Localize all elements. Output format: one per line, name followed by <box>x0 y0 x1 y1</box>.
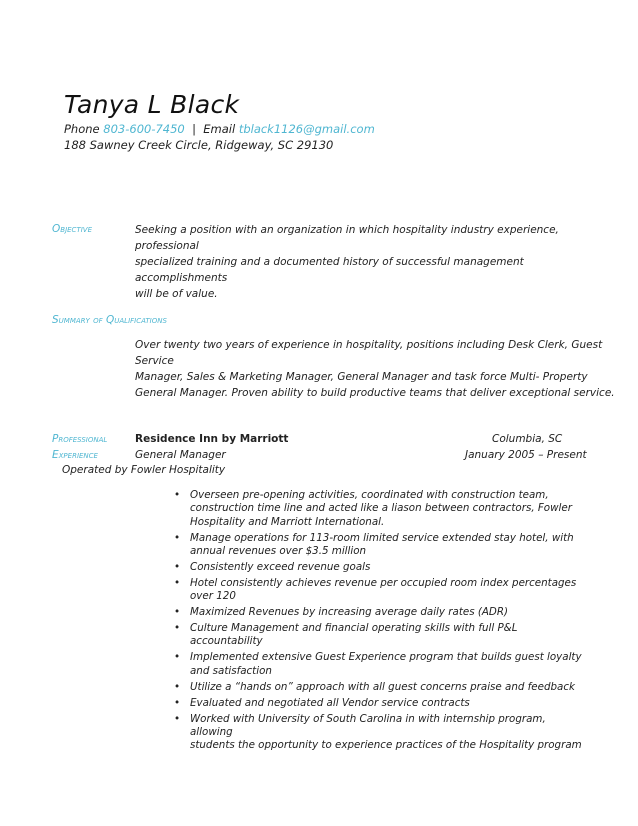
summary-line: General Manager. Proven ability to build productive teams that deliver exceptional service. <box>135 387 615 399</box>
bullet-icon: • <box>174 489 181 501</box>
bullet-icon: • <box>174 680 181 693</box>
bullet-icon: • <box>174 560 181 573</box>
bullet-icon: • <box>174 696 181 709</box>
summary-label: Summary of Qualifications <box>52 314 167 326</box>
summary-line: Over twenty two years of experience in hospitality, positions including Desk Clerk, Guest Service <box>135 339 603 367</box>
objective-line: will be of value. <box>135 288 218 300</box>
bullet-icon: • <box>174 531 181 544</box>
operator-note: Operated by Fowler Hospitality <box>62 464 226 476</box>
contact-line <box>64 121 375 137</box>
address: 188 Sawney Creek Circle, Ridgeway, SC 29130 <box>64 138 334 152</box>
list-item: • Worked with University of South Carolina in with internship program, allowing students the opportunity to experience practices of the Hospitality program <box>174 712 582 752</box>
responsibilities-list <box>174 489 584 755</box>
list-item: • Hotel consistently achieves revenue per occupied room index percentages over 120 <box>174 576 577 603</box>
phone-label: Phone <box>64 122 100 136</box>
list-item: • Manage operations for 113-room limited service extended stay hotel, with annual revenues over $3.5 million <box>174 531 574 557</box>
phone-number[interactable]: 803-600-7450 <box>103 122 185 136</box>
experience-label-1: Professional <box>52 433 108 445</box>
summary-text <box>135 337 615 401</box>
experience-label-2: Experience <box>52 449 98 461</box>
objective-line: Seeking a position with an organization in which hospitality industry experience, professional <box>135 224 559 252</box>
objective-label: Objective <box>52 223 92 235</box>
bullet-icon: • <box>174 651 181 664</box>
job-dates: January 2005 – Present <box>465 449 587 461</box>
list-item: • Maximized Revenues by increasing average daily rates (ADR) <box>174 606 508 619</box>
list-item: • Culture Management and financial operating skills with full P&L accountability <box>174 622 518 648</box>
contact-separator: | <box>192 122 196 136</box>
list-item: • Consistently exceed revenue goals <box>174 560 371 573</box>
list-item: • Overseen pre-opening activities, coordinated with construction team, construction time line and acted like a liason between contractors, Fowler Hospitality and Marriott International. <box>174 489 572 528</box>
email-link[interactable]: tblack1126@gmail.com <box>238 122 375 136</box>
summary-line: Manager, Sales & Marketing Manager, General Manager and task force Multi- Property <box>135 371 588 383</box>
candidate-name: Tanya L Black <box>64 90 240 119</box>
bullet-icon: • <box>174 606 181 619</box>
bullet-icon: • <box>174 576 181 589</box>
objective-text <box>135 222 615 302</box>
list-item: • Evaluated and negotiated all Vendor service contracts <box>174 696 470 709</box>
bullet-icon: • <box>174 712 181 725</box>
email-label: Email <box>203 122 236 136</box>
job-location: Columbia, SC <box>492 433 563 445</box>
list-item: • Utilize a “hands on” approach with all guest concerns praise and feedback <box>174 680 575 693</box>
list-item: • Implemented extensive Guest Experience program that builds guest loyalty and satisfaction <box>174 651 582 677</box>
employer-name: Residence Inn by Marriott <box>135 433 289 445</box>
objective-line: specialized training and a documented history of successful management accomplishments <box>135 256 524 284</box>
job-title: General Manager <box>135 449 226 461</box>
bullet-icon: • <box>174 622 181 635</box>
